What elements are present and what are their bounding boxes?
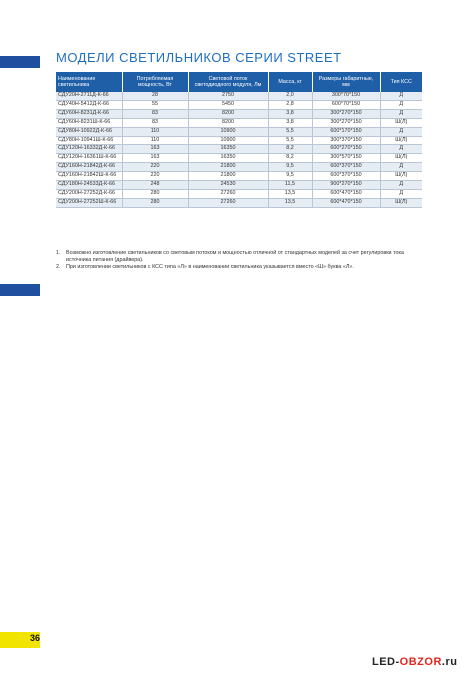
header-cell-dimensions: Размеры габаритные, мм [312, 72, 380, 92]
cell-kss: Д [380, 181, 422, 190]
cell-flux: 2750 [188, 92, 268, 100]
footnotes [56, 250, 430, 272]
cell-name: СДУ160Н-21842Ш-К-66 [56, 172, 122, 181]
cell-flux: 24530 [188, 181, 268, 190]
cell-mass: 5,5 [268, 136, 312, 145]
footnote-item [56, 250, 430, 264]
cell-flux: 27260 [188, 189, 268, 198]
cell-name: СДУ40Н-5412Д-К-66 [56, 100, 122, 109]
cell-kss: Д [380, 163, 422, 172]
cell-dimensions: 600*170*150 [312, 127, 380, 136]
cell-name: СДУ20Н-2711Д-К-66 [56, 92, 122, 100]
cell-mass: 2,8 [268, 100, 312, 109]
footnote-item [56, 264, 430, 271]
footnote-number: 1. [56, 250, 61, 256]
cell-kss: Д [380, 189, 422, 198]
cell-kss: Ш(Л) [380, 136, 422, 145]
table-row [56, 154, 422, 163]
cell-mass: 9,5 [268, 172, 312, 181]
cell-name: СДУ80Н-10941Ш-К-66 [56, 136, 122, 145]
cell-mass: 8,2 [268, 145, 312, 154]
cell-dimensions: 300*270*150 [312, 118, 380, 127]
cell-name: СДУ180Н-24533Д-К-66 [56, 181, 122, 190]
cell-mass: 13,5 [268, 189, 312, 198]
table-body [56, 92, 422, 207]
cell-kss: Ш(Л) [380, 172, 422, 181]
table-row [56, 136, 422, 145]
cell-flux: 16350 [188, 145, 268, 154]
watermark-logo [372, 656, 457, 668]
cell-mass: 2,0 [268, 92, 312, 100]
cell-dimensions: 600*370*150 [312, 163, 380, 172]
table-row [56, 145, 422, 154]
cell-dimensions: 900*270*150 [312, 181, 380, 190]
cell-kss: Д [380, 92, 422, 100]
cell-flux: 21800 [188, 163, 268, 172]
cell-mass: 5,5 [268, 127, 312, 136]
header-cell-name: Наименование светильника [56, 72, 122, 92]
cell-mass: 3,8 [268, 118, 312, 127]
cell-flux: 8200 [188, 118, 268, 127]
table-row [56, 109, 422, 118]
watermark-part-1: LED- [372, 656, 400, 668]
watermark-part-3: .ru [441, 656, 458, 668]
footnote-text: При изготовлении светильников с КСС типа «Л» в наименовании светильника указывается вместо «Ш» буква «Л». [66, 264, 354, 271]
edge-bar-middle [0, 284, 40, 296]
header-cell-power: Потребляемая мощность, Вт [122, 72, 188, 92]
watermark-part-2: OBZOR [399, 656, 442, 668]
table-header-row [56, 72, 422, 92]
cell-name: СДУ80Н-10922Д-К-66 [56, 127, 122, 136]
cell-flux: 27260 [188, 198, 268, 207]
cell-kss: Ш(Л) [380, 154, 422, 163]
cell-power: 83 [122, 109, 188, 118]
cell-kss: Ш(Л) [380, 198, 422, 207]
cell-name: СДУ160Н-21842Д-К-66 [56, 163, 122, 172]
cell-kss: Д [380, 100, 422, 109]
cell-flux: 16350 [188, 154, 268, 163]
table-row [56, 189, 422, 198]
cell-name: СДУ120Н-16332Д-К-66 [56, 145, 122, 154]
cell-flux: 10900 [188, 136, 268, 145]
table-row [56, 100, 422, 109]
cell-dimensions: 600*70*150 [312, 100, 380, 109]
cell-power: 248 [122, 181, 188, 190]
cell-dimensions: 600*470*150 [312, 198, 380, 207]
cell-kss: Ш(Л) [380, 118, 422, 127]
cell-dimensions: 600*370*150 [312, 172, 380, 181]
cell-kss: Д [380, 109, 422, 118]
cell-mass: 13,5 [268, 198, 312, 207]
table-row [56, 127, 422, 136]
cell-flux: 10900 [188, 127, 268, 136]
footnote-text: Возможно изготовление светильников со световым потоком и мощностью отличной от стандартных моделей за счет регулировки тока источника питания (драйвера). [66, 250, 404, 264]
cell-power: 280 [122, 198, 188, 207]
cell-name: СДУ120Н-16361Ш-К-66 [56, 154, 122, 163]
cell-power: 83 [122, 118, 188, 127]
spec-table [56, 72, 422, 208]
header-cell-mass: Масса, кг [268, 72, 312, 92]
cell-flux: 5450 [188, 100, 268, 109]
cell-dimensions: 300*270*150 [312, 109, 380, 118]
cell-power: 163 [122, 145, 188, 154]
cell-mass: 11,5 [268, 181, 312, 190]
table-row [56, 181, 422, 190]
table-row [56, 92, 422, 100]
table-row [56, 198, 422, 207]
cell-power: 163 [122, 154, 188, 163]
cell-power: 28 [122, 92, 188, 100]
cell-flux: 21800 [188, 172, 268, 181]
cell-name: СДУ60Н-8231Д-К-66 [56, 109, 122, 118]
footnote-number: 2. [56, 264, 61, 271]
cell-mass: 9,5 [268, 163, 312, 172]
cell-dimensions: 300*570*150 [312, 154, 380, 163]
header-cell-kss: Тип КСС [380, 72, 422, 92]
cell-power: 280 [122, 189, 188, 198]
cell-name: СДУ200Н-27252Ш-К-66 [56, 198, 122, 207]
cell-dimensions: 300*370*150 [312, 136, 380, 145]
table-row [56, 163, 422, 172]
cell-dimensions: 600*270*150 [312, 145, 380, 154]
cell-dimensions: 600*470*150 [312, 189, 380, 198]
cell-mass: 8,2 [268, 154, 312, 163]
page-number: 36 [30, 633, 41, 643]
page-title: МОДЕЛИ СВЕТИЛЬНИКОВ СЕРИИ STREET [56, 50, 342, 65]
cell-name: СДУ200Н-27252Д-К-66 [56, 189, 122, 198]
header-cell-flux: Световой поток светодиодного модуля, Лм [188, 72, 268, 92]
cell-mass: 3,8 [268, 109, 312, 118]
cell-power: 55 [122, 100, 188, 109]
cell-dimensions: 300*70*150 [312, 92, 380, 100]
table-row [56, 172, 422, 181]
cell-flux: 8200 [188, 109, 268, 118]
cell-kss: Д [380, 127, 422, 136]
cell-power: 220 [122, 172, 188, 181]
table-row [56, 118, 422, 127]
cell-name: СДУ60Н-8231Ш-К-66 [56, 118, 122, 127]
cell-power: 220 [122, 163, 188, 172]
cell-power: 110 [122, 127, 188, 136]
edge-bar-top [0, 56, 40, 68]
cell-kss: Д [380, 145, 422, 154]
cell-power: 110 [122, 136, 188, 145]
